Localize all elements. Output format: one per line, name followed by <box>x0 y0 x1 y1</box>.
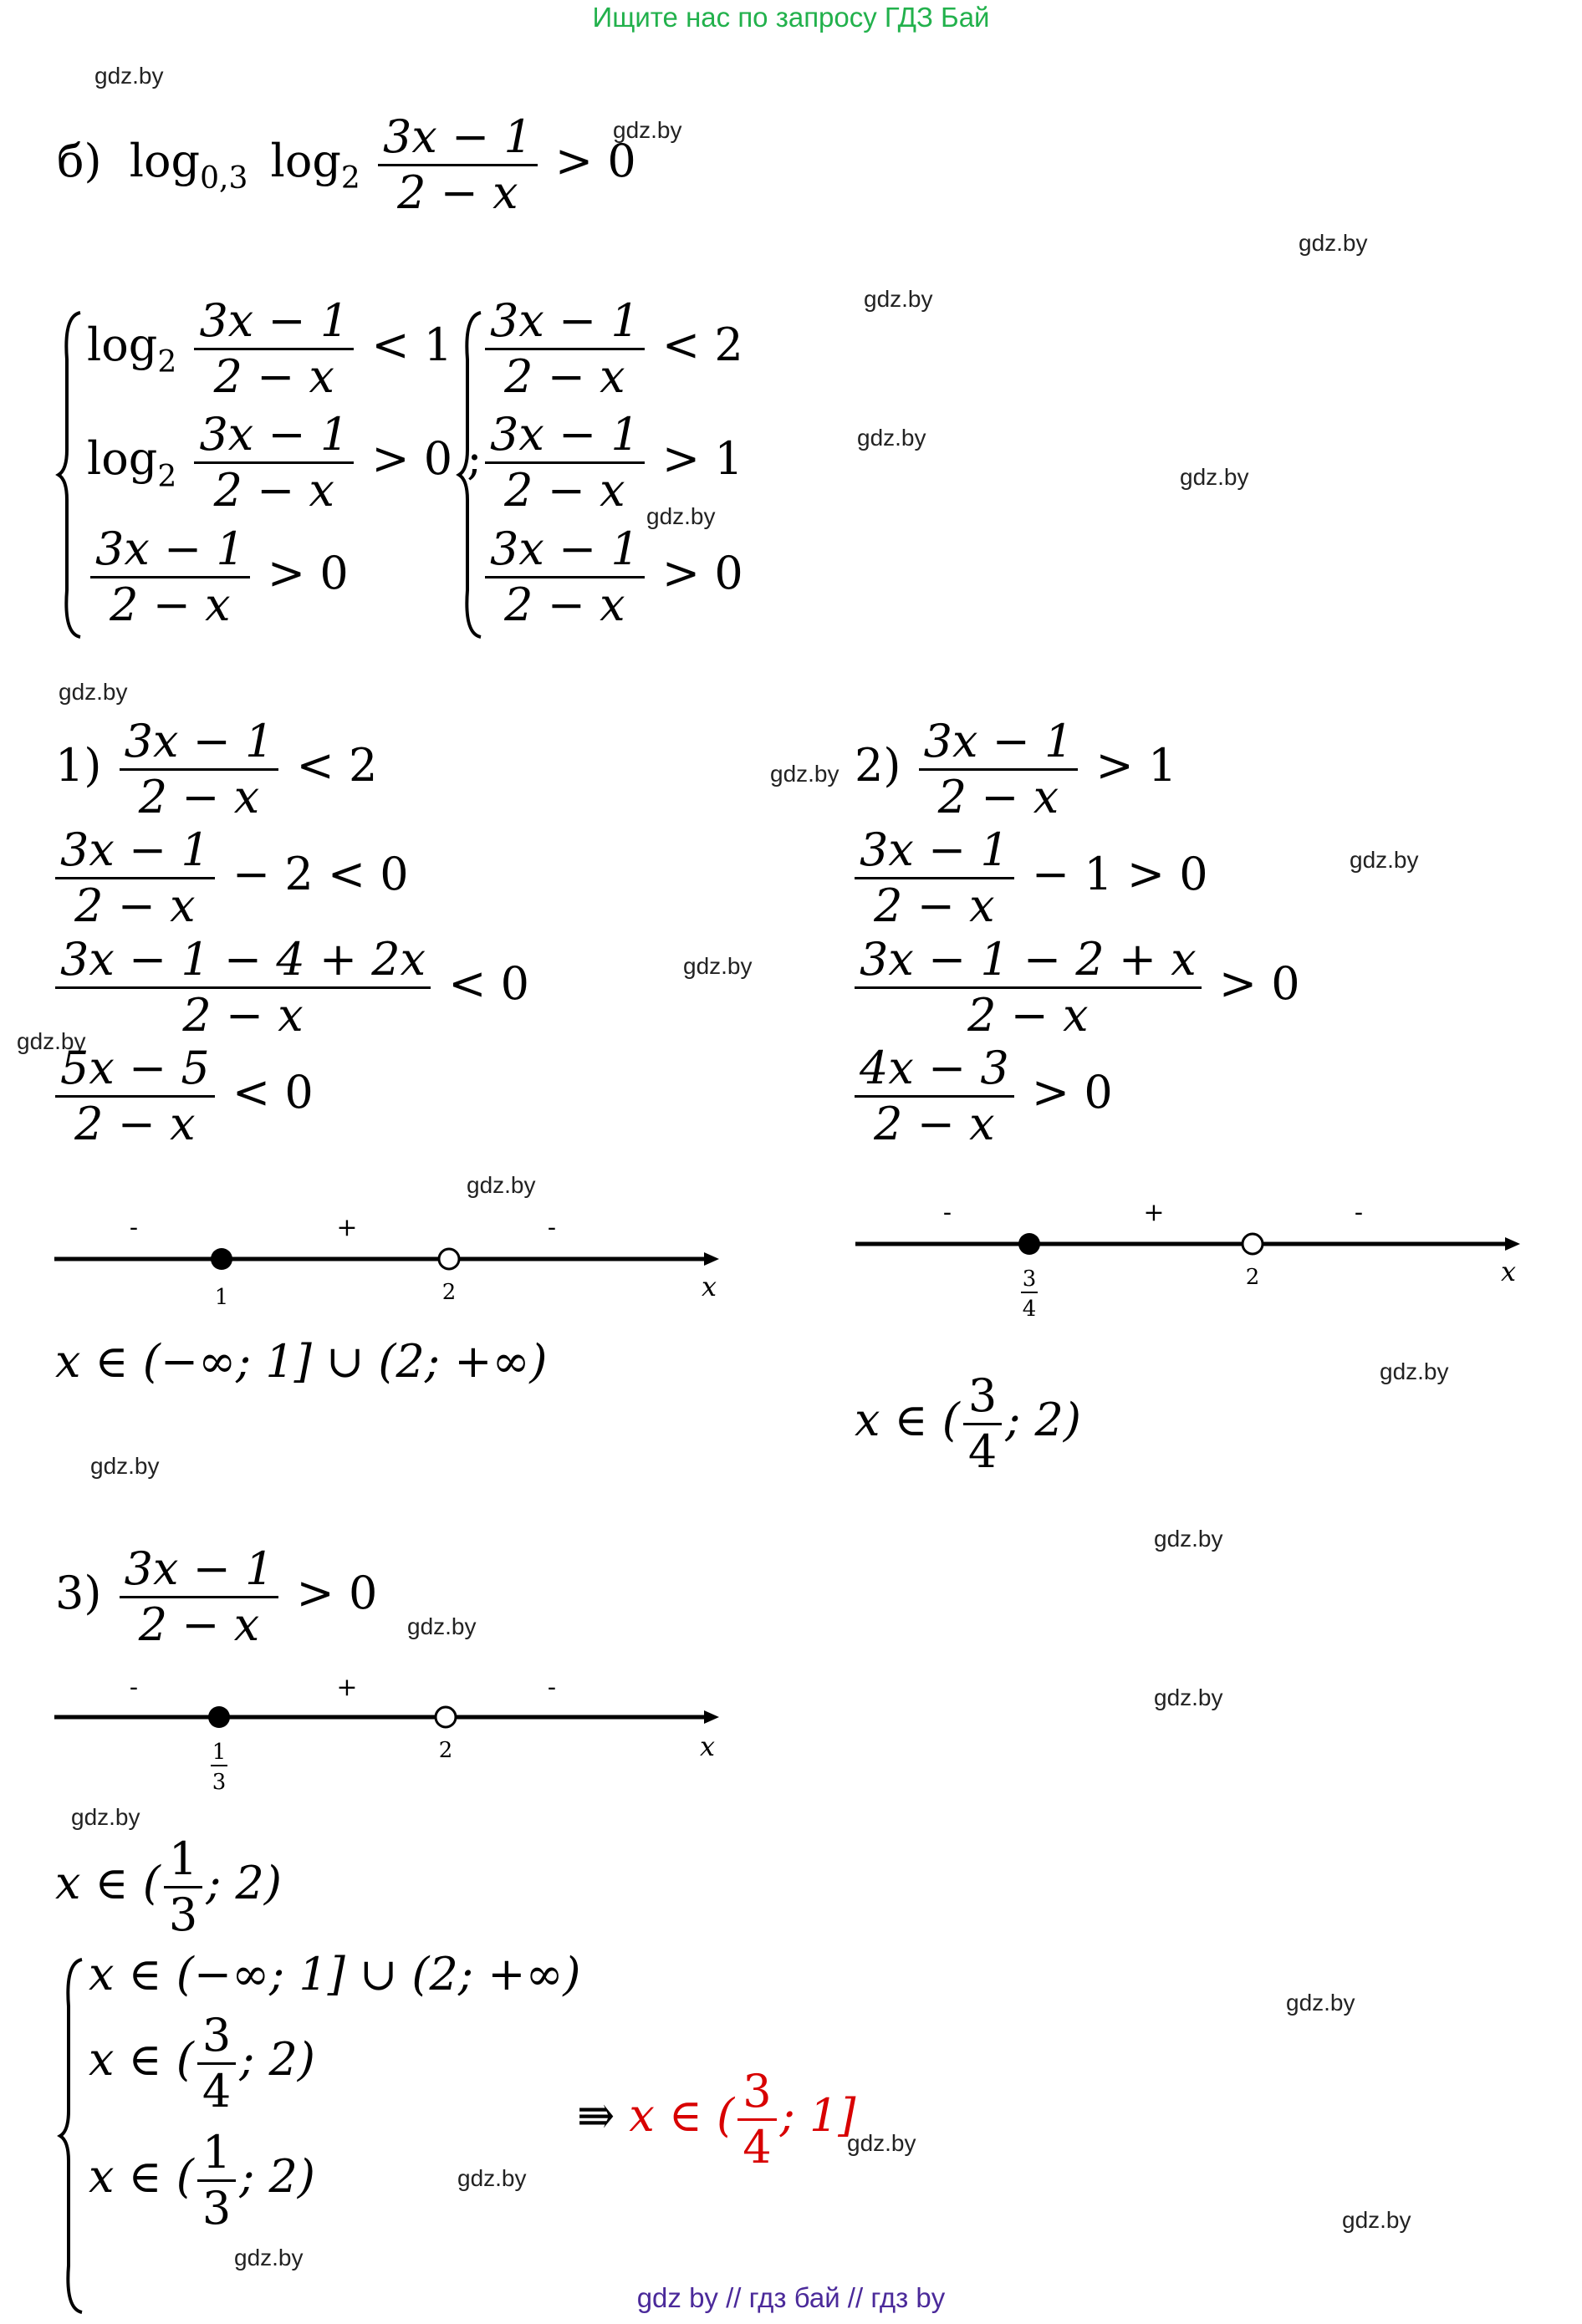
point-label-den: 4 <box>1022 1297 1037 1322</box>
problem-label: б) <box>57 135 102 188</box>
fraction: $\frac{3x - 1}{2 - x}$ <box>378 110 538 219</box>
point-label: 2 <box>1245 1265 1260 1290</box>
system-left-row: $\log_2$ $\frac{3x - 1}{2 - x}$ > 0 ; <box>87 408 482 517</box>
watermark: gdz.by <box>683 953 753 979</box>
final-answer <box>577 2065 855 2174</box>
part1-step: $\frac{3x - 1 - 4 + 2x}{2 - x}$ < 0 <box>55 933 529 1042</box>
part1-answer: x ∈ (−∞; 1] ∪ (2; +∞) <box>55 1335 548 1388</box>
part3-label: 3) <box>55 1567 102 1620</box>
sign-label: - <box>129 1213 139 1242</box>
axis-arrow <box>1505 1237 1520 1251</box>
right-brace <box>456 309 484 640</box>
relation: > 0 <box>554 135 636 188</box>
watermark: gdz.by <box>646 503 716 529</box>
watermark: gdz.by <box>1380 1358 1449 1384</box>
point-label-num: 3 <box>1022 1266 1037 1292</box>
part2-step: $\frac{4x - 3}{2 - x}$ > 0 <box>855 1042 1300 1150</box>
filled-point <box>208 1706 230 1728</box>
open-point <box>439 1249 459 1269</box>
system-right-row: $\frac{3x - 1}{2 - x}$ > 1 <box>482 408 743 517</box>
system-right <box>482 294 743 631</box>
left-brace <box>55 309 84 640</box>
sign-label: - <box>129 1673 139 1702</box>
sign-label: + <box>336 1673 358 1702</box>
watermark: gdz.by <box>90 1453 160 1479</box>
axis-arrow <box>704 1252 719 1266</box>
final-system-row: x ∈ (−∞; 1] ∪ (2; +∞) <box>89 1948 581 2000</box>
part1-steps <box>55 715 529 1151</box>
system-left-row: $\log_2$ $\frac{3x - 1}{2 - x}$ < 1 <box>87 294 453 403</box>
system-right-row: $\frac{3x - 1}{2 - x}$ < 2 <box>482 294 743 403</box>
system-left <box>87 294 482 631</box>
watermark: gdz.by <box>234 2245 304 2270</box>
sign-label: + <box>1143 1198 1165 1227</box>
watermark: gdz.by <box>94 63 164 89</box>
watermark: gdz.by <box>467 1172 536 1198</box>
watermark: gdz.by <box>17 1028 86 1054</box>
point-label: 2 <box>438 1738 453 1763</box>
watermark: gdz.by <box>1299 230 1368 256</box>
watermark: gdz.by <box>59 679 128 705</box>
part1-step: $\frac{5x - 5}{2 - x}$ < 0 <box>55 1042 529 1150</box>
point-label-den: 3 <box>212 1770 227 1795</box>
problem-statement: б) $\log_{0,3} \log_2$ $\frac{3x - 1}{2 - x}$ > 0 <box>57 110 636 219</box>
open-point <box>1243 1234 1263 1254</box>
watermark: gdz.by <box>1342 2207 1411 2233</box>
axis-label: x <box>701 1271 717 1302</box>
part2-label: 2) <box>855 739 901 793</box>
watermark: gdz.by <box>770 761 839 787</box>
watermark: gdz.by <box>1154 1684 1223 1710</box>
point-label: 2 <box>441 1280 457 1305</box>
sign-label: - <box>942 1198 952 1227</box>
sign-label: - <box>547 1213 557 1242</box>
filled-point <box>1018 1233 1040 1255</box>
log-base-inner: 2 <box>340 161 360 196</box>
watermark: gdz.by <box>1180 464 1249 490</box>
final-brace <box>57 1956 85 2316</box>
watermark: gdz.by <box>857 425 926 451</box>
sign-label: + <box>336 1213 358 1242</box>
system-right-row: $\frac{3x - 1}{2 - x}$ > 0 <box>482 522 743 631</box>
number-line-3 <box>50 1664 736 1814</box>
final-answer-value: x ∈ ( $\frac{3}{4}$ ; 1] <box>629 2065 856 2174</box>
part2-steps <box>855 715 1300 1151</box>
open-point <box>436 1707 456 1727</box>
part1-label: 1) <box>55 739 102 793</box>
axis-label: x <box>1500 1256 1517 1287</box>
watermark: gdz.by <box>847 2130 916 2156</box>
watermark: gdz.by <box>1154 1526 1223 1552</box>
number-line-1 <box>50 1204 736 1312</box>
part3-answer: x ∈ ( $\frac{1}{3}$ ; 2) <box>55 1832 282 1941</box>
axis-arrow <box>704 1710 719 1724</box>
part2-step: $\frac{3x - 1}{2 - x}$ − 1 > 0 <box>855 823 1300 932</box>
sign-label: - <box>547 1673 557 1702</box>
watermark: gdz.by <box>71 1804 140 1830</box>
watermark: gdz.by <box>407 1613 477 1639</box>
part2-answer: x ∈ ( $\frac{3}{4}$ ; 2) <box>855 1369 1081 1478</box>
system-left-row: $\frac{3x - 1}{2 - x}$ > 0 <box>87 522 482 631</box>
part2-step: $\frac{3x - 1 - 2 + x}{2 - x}$ > 0 <box>855 933 1300 1042</box>
final-system-row: x ∈ ( $\frac{3}{4}$ ; 2) <box>89 2009 315 2118</box>
part3-statement: 3) $\frac{3x - 1}{2 - x}$ > 0 <box>55 1542 378 1651</box>
footer-links[interactable]: gdz by // гдз бай // гдз by <box>636 2282 946 2313</box>
final-system <box>89 1948 581 2235</box>
watermark: gdz.by <box>1286 1990 1355 2016</box>
watermark: gdz.by <box>1350 847 1419 873</box>
watermark: gdz.by <box>864 286 933 312</box>
top-banner[interactable]: Ищите нас по запросу ГДЗ Бай <box>592 2 990 33</box>
watermark: gdz.by <box>613 117 682 143</box>
part1-step: 1) $\frac{3x - 1}{2 - x}$ < 2 <box>55 715 378 823</box>
point-label: 1 <box>214 1285 229 1310</box>
point-label-num: 1 <box>212 1740 227 1765</box>
final-system-row: x ∈ ( $\frac{1}{3}$ ; 2) <box>89 2126 315 2235</box>
number-line-2 <box>851 1187 1537 1338</box>
log-base-outer: 0,3 <box>200 161 248 196</box>
sign-label: - <box>1354 1198 1364 1227</box>
filled-point <box>211 1248 232 1270</box>
watermark: gdz.by <box>457 2165 527 2191</box>
part2-step: 2) $\frac{3x - 1}{2 - x}$ > 1 <box>855 715 1177 823</box>
part1-step: $\frac{3x - 1}{2 - x}$ − 2 < 0 <box>55 823 529 932</box>
axis-label: x <box>699 1730 716 1762</box>
implies-symbol: ⇛ <box>577 2089 615 2143</box>
